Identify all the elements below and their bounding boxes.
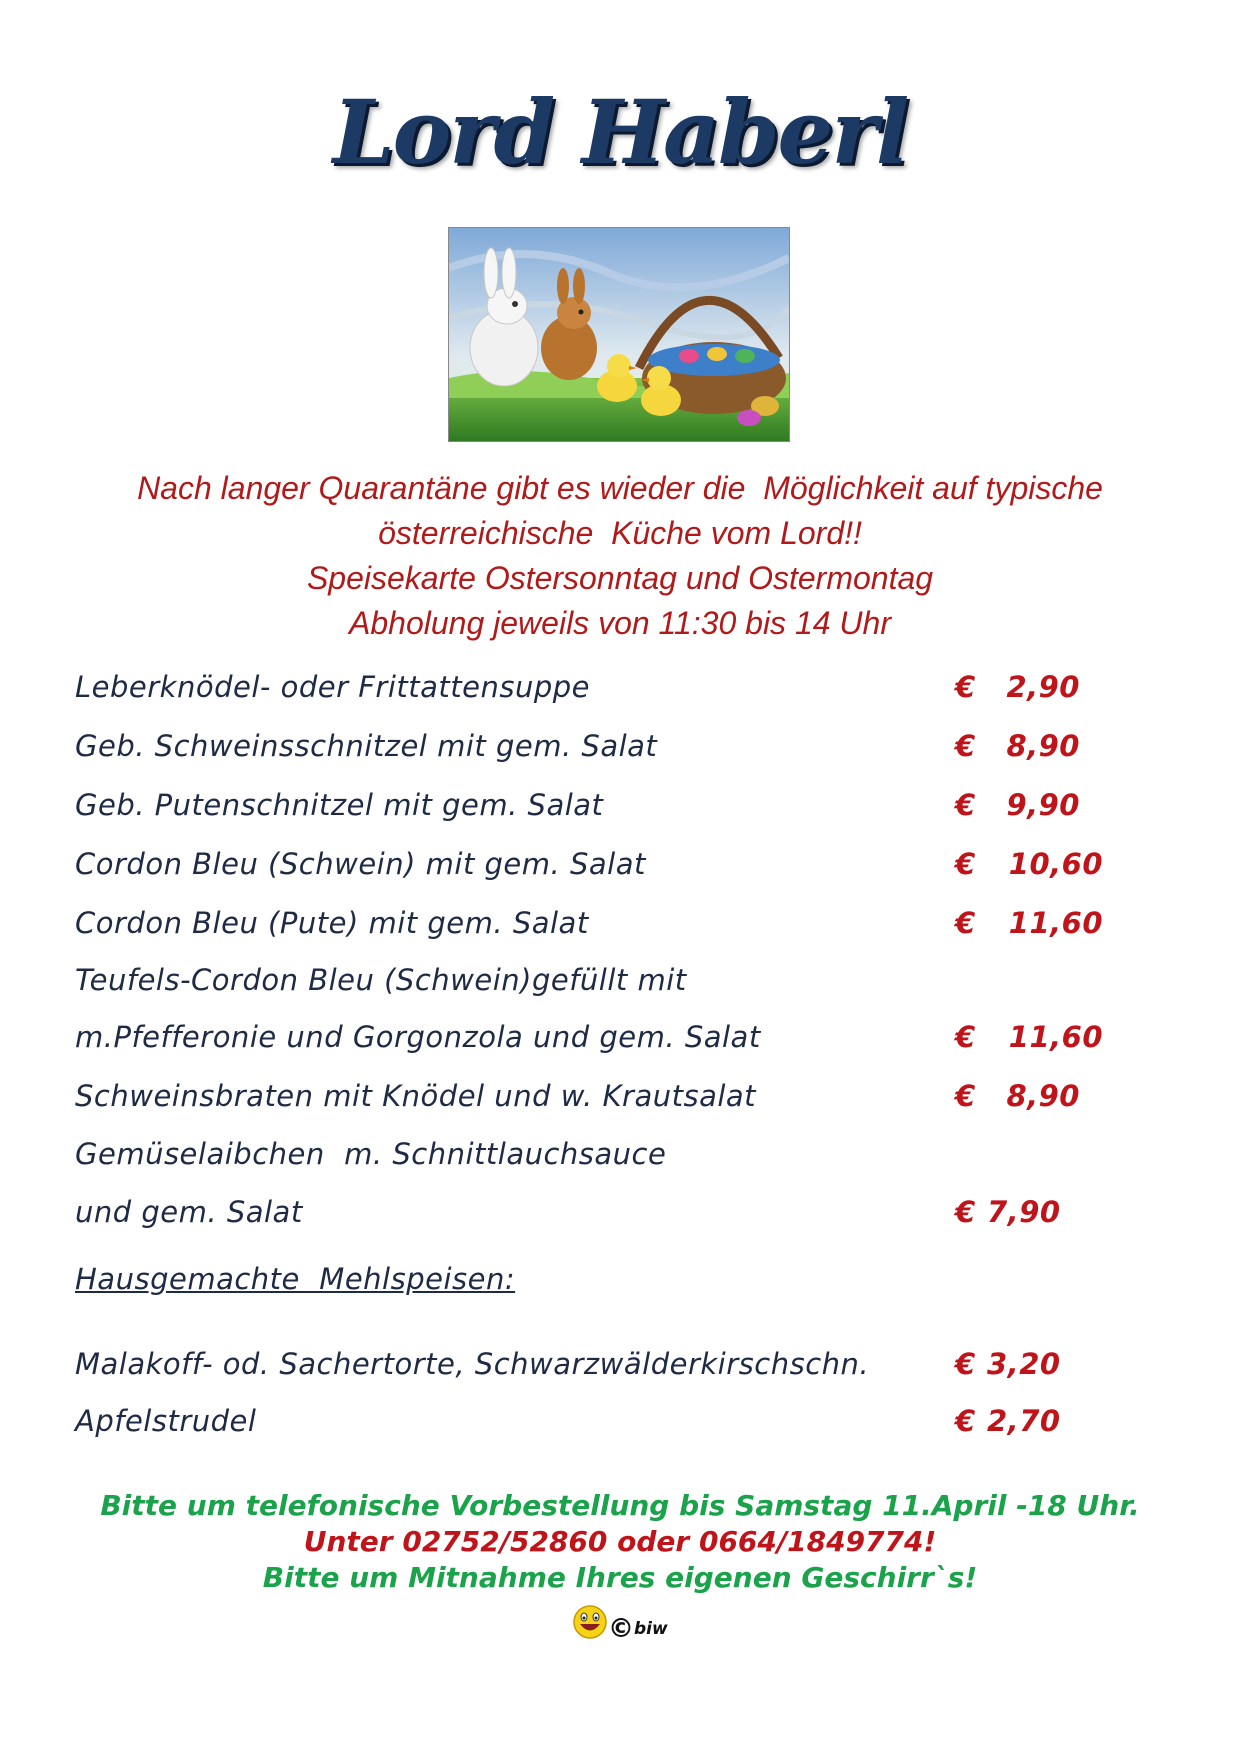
menu-item-name: und gem. Salat [75,1195,303,1229]
currency-symbol: € [955,1195,976,1229]
menu-item [75,788,1125,838]
currency-symbol: € [955,1347,976,1381]
menu-item-price: 2,90 [1006,670,1080,704]
preorder-notice: Bitte um telefonische Vorbestellung bis Samstag 11.April -18 Uhr. [100,1489,1140,1522]
menu-item [75,1020,1125,1070]
menu-item-name: Geb. Schweinsschnitzel mit gem. Salat [75,729,658,763]
dessert-item-name: Malakoff- od. Sachertorte, Schwarzwälderkirschschn. [75,1347,870,1381]
intro-line: Nach langer Quarantäne gibt es wieder die Möglichkeit auf typische [137,470,1103,506]
currency-symbol: € [955,729,976,763]
dishes-notice: Bitte um Mitnahme Ihres eigenen Geschirr`s! [262,1561,978,1594]
dessert-item [75,1404,1125,1454]
menu-item-price: 11,60 [1008,906,1103,940]
menu-item-name: Geb. Putenschnitzel mit gem. Salat [75,788,604,822]
signature [572,1604,692,1648]
intro-text [60,466,1180,646]
menu-item-price: 7,90 [987,1195,1061,1229]
smiley-icon [572,1604,608,1640]
copyright-text: ©biw [608,1614,668,1644]
easter-image [448,227,790,442]
currency-symbol: € [955,788,976,822]
menu-item-price: 8,90 [1006,729,1080,763]
menu-item [75,847,1125,897]
desserts-heading: Hausgemachte Mehlspeisen: [75,1262,516,1296]
menu-item-name: Leberknödel- oder Frittattensuppe [75,670,590,704]
menu-item-price: 8,90 [1006,1079,1080,1113]
currency-symbol: € [955,1404,976,1438]
menu-item [75,1195,1125,1245]
menu-item-name: Schweinsbraten mit Knödel und w. Krautsalat [75,1079,757,1113]
menu-item-name: Cordon Bleu (Pute) mit gem. Salat [75,906,589,940]
currency-symbol: € [955,1079,976,1113]
menu-item [75,1137,1125,1187]
dessert-item [75,1347,1125,1397]
menu-item-name: Cordon Bleu (Schwein) mit gem. Salat [75,847,646,881]
restaurant-title: Lord Haberl [332,80,908,184]
menu-item-name: Gemüselaibchen m. Schnittlauchsauce [75,1137,667,1171]
menu-item-price: 11,60 [1008,1020,1103,1054]
intro-line: Speisekarte Ostersonntag und Ostermontag [306,560,934,596]
menu-item [75,963,1125,1013]
menu-item [75,670,1125,720]
dessert-item-price: 2,70 [987,1404,1061,1438]
menu-item-price: 9,90 [1006,788,1080,822]
dessert-item-price: 3,20 [987,1347,1061,1381]
dessert-item-name: Apfelstrudel [75,1404,257,1438]
currency-symbol: € [955,1020,976,1054]
intro-line: Abholung jeweils von 11:30 bis 14 Uhr [349,605,891,641]
menu-item-price: 10,60 [1008,847,1103,881]
menu-item-name: m.Pfefferonie und Gorgonzola und gem. Salat [75,1020,761,1054]
menu-item-name: Teufels-Cordon Bleu (Schwein)gefüllt mit [75,963,687,997]
menu-item [75,1079,1125,1129]
phone-numbers: Unter 02752/52860 oder 0664/1849774! [303,1525,937,1558]
currency-symbol: € [955,906,976,940]
currency-symbol: € [955,847,976,881]
intro-line: österreichische Küche vom Lord!! [378,515,862,551]
menu-item [75,729,1125,779]
currency-symbol: € [955,670,976,704]
menu-item [75,906,1125,956]
